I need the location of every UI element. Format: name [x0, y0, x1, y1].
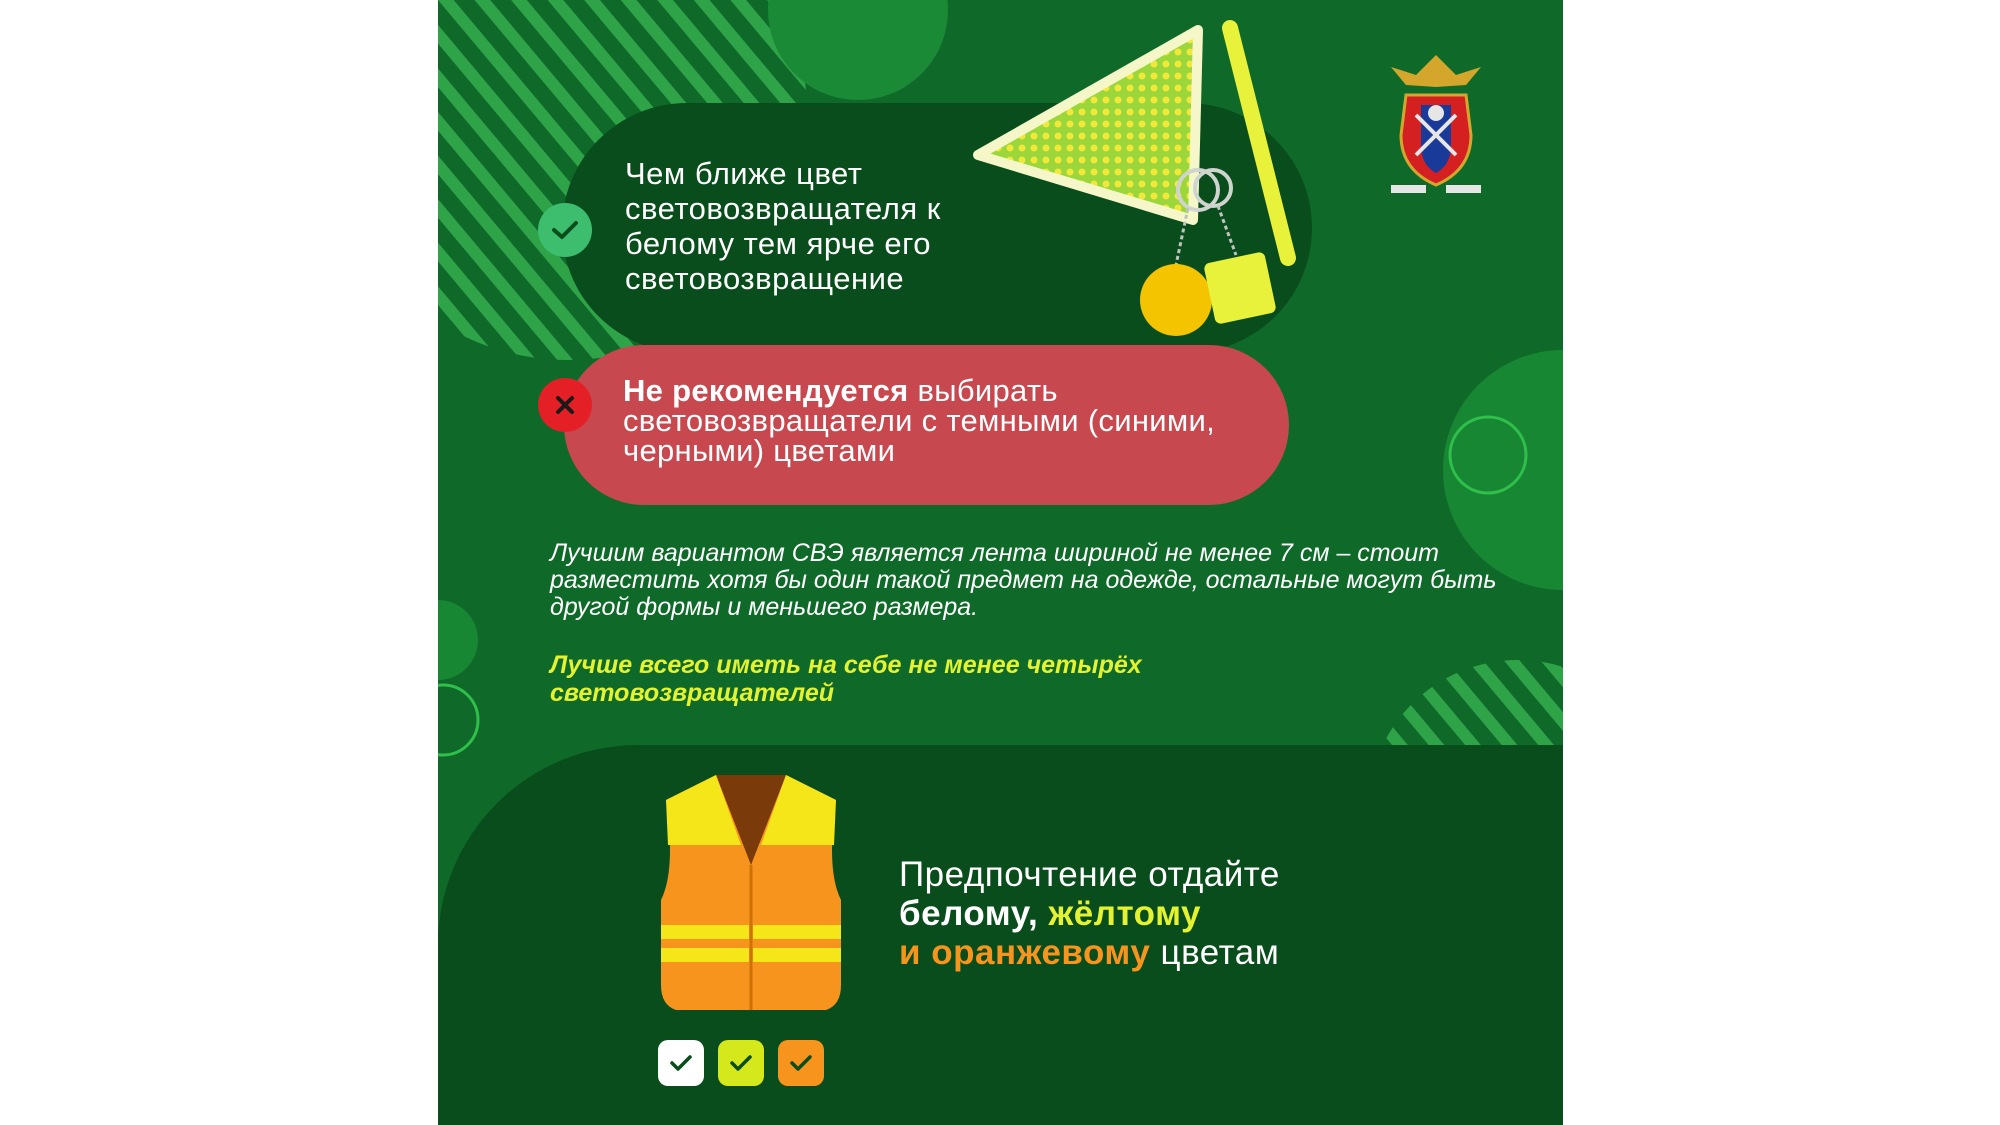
preference-white: белому, [899, 894, 1039, 933]
orange-swatch [778, 1040, 824, 1086]
recommendation-text: Чем ближе цвет световозвращателя к белому тем ярче его световозвращение [625, 156, 941, 296]
info-paragraph: Лучшим вариантом СВЭ является лента шириной не менее 7 см – стоит разместить хотя бы один такой предмет на одежде, остальные могут быть другой формы и меньшего размера. [550, 539, 1497, 621]
preference-text [899, 855, 1379, 972]
warning-text [623, 373, 1223, 468]
preference-yellow: жёлтому [1038, 894, 1201, 933]
preference-orange: оранжевому [931, 933, 1151, 972]
infographic-poster [438, 0, 1563, 1125]
white-swatch [658, 1040, 704, 1086]
checkmark-icon [538, 203, 592, 257]
preference-line1: Предпочтение отдайте [899, 855, 1280, 894]
police-emblem-icon [1386, 45, 1486, 205]
preference-and: и [899, 933, 932, 972]
preference-line2 [899, 894, 1379, 933]
preference-end: цветам [1150, 933, 1280, 972]
cross-icon [538, 378, 592, 432]
warning-text-bold: Не рекомендуется [623, 373, 909, 408]
preference-line3 [899, 933, 1379, 972]
warning-text-rest: выбирать световозвращатели с темными (синими, черными) цветами [623, 373, 1216, 468]
reflective-vest-icon [656, 770, 846, 1030]
highlight-paragraph: Лучше всего иметь на себе не менее четырёх световозвращателей [550, 651, 1142, 707]
yellow-swatch [718, 1040, 764, 1086]
